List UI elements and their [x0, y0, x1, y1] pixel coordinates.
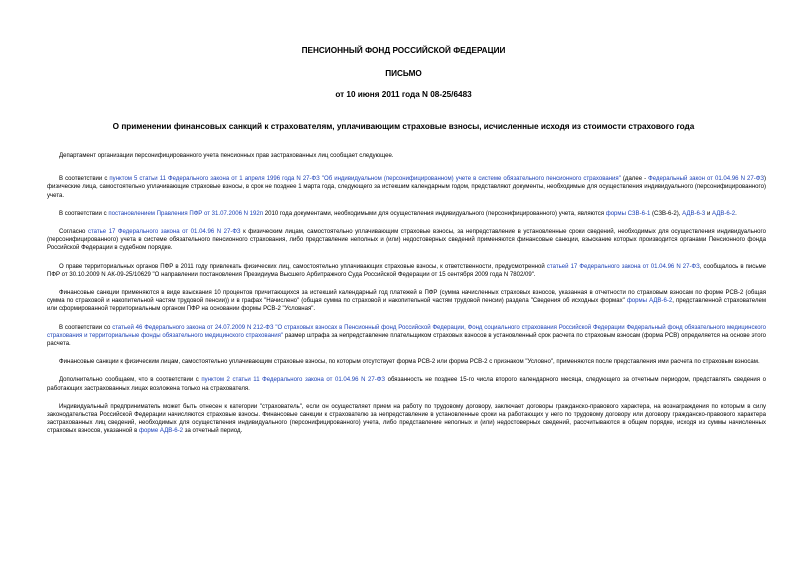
law-link[interactable]: статье 17 Федерального закона от 01.04.96 N 27-ФЗ [87, 229, 241, 236]
form-link[interactable]: АДВ-6-3 [682, 210, 706, 217]
paragraph-text: (далее - [620, 176, 649, 183]
paragraph-text: за отчетный период. [183, 428, 243, 435]
paragraph-text: В соответствии со [59, 324, 113, 331]
paragraph-text: В соответствии с [59, 176, 110, 183]
issuer-title: ПЕНСИОННЫЙ ФОНД РОССИЙСКОЙ ФЕДЕРАЦИИ [301, 46, 506, 55]
paragraph-1 [47, 152, 766, 160]
paragraph-text: Финансовые санкции применяются в виде взыскания 10 процентов причитающихся за истекший календарный год платежей в ПФР (сумма начисленных страховых взносов, указанная в отчетности по страховым взносам по форме РСВ-2 (общая сумма по страховой и накопительной частям трудовой пенсии)) и в графах "Начислено" (общая сумма по страховой и накопительной частям трудовой пенсии) раздела "Сведения об исходных формах" [47, 290, 766, 305]
paragraph-text: и [705, 210, 713, 217]
law-link[interactable]: Федеральный закон от 01.04.96 N 27-ФЗ [648, 176, 764, 183]
paragraph-7 [47, 324, 766, 349]
paragraph-text: 2010 года документами, необходимыми для осуществления индивидуального (персонифицированного) учета, являются [263, 210, 606, 217]
law-link[interactable]: статьей 46 Федерального закона от 24.07.2009 N 212-ФЗ "О страховых взносах в Пенсионный фонд Российской Федерации, Фонд социального страхования Российской Федерации Федеральный фонд обязательного медицинского страхования и территориальные фонды обязательного медицинского страхования" [47, 324, 766, 339]
paragraph-text: к физическим лицам, самостоятельно уплачивающим страховые взносы, за непредставление в установленные сроки сведений, необходимых для осуществления индивидуального (персонифицированного) учета в системе обязательного пенсионного страхования, либо представление неполных и (или) недостоверных сведений применяются финансовые санкции, взыскание которых производится органами Пенсионного фонда Российской Федерации в судебном порядке. [47, 229, 766, 252]
law-link[interactable]: статьей 17 Федерального закона от 01.04.96 N 27-ФЗ [546, 263, 700, 270]
paragraph-text: (СЗВ-6-2), [650, 210, 683, 217]
form-link[interactable]: формы АДВ-6-2 [626, 298, 673, 305]
form-link[interactable]: АДВ-6-2 [712, 210, 736, 217]
law-link[interactable]: пунктом 5 статьи 11 Федерального закона от 1 апреля 1996 года N 27-ФЗ "Об индивидуальном (персонифицированном) учете в системе обязательного пенсионного страхования" [109, 176, 621, 183]
paragraph-10 [47, 403, 766, 436]
paragraph-text: О праве территориальных органов ПФР в 2011 году привлекать физических лиц, самостоятельно уплачивающих страховые взносы, к ответственности, предусмотренной [59, 263, 547, 270]
document-type: ПИСЬМО [385, 69, 422, 78]
paragraph-text: В соответствии с [59, 210, 109, 217]
paragraph-text: Финансовые санкции к физическим лицам, самостоятельно уплачивающим страховые взносы, по которым отсутствует форма РСВ-2 или форма РСВ-2 с признаком "Условно", применяются после представления ими расчета по страховым взносам. [59, 359, 760, 366]
law-link[interactable]: пунктом 2 статьи 11 Федерального закона от 01.04.96 N 27-ФЗ [201, 377, 386, 384]
paragraph-text: ) физические лица, самостоятельно уплачивающие страховые взносы, в срок не позднее 1 марта года, следующего за истекшим календарным годом, представляют документы, необходимые для осуществления индивидуального (персонифицированного) учета. [47, 176, 766, 199]
paragraph-9 [47, 376, 766, 392]
paragraph-text: обязанность не позднее 15-го числа второго календарного месяца, следующего за отчетным периодом, представлять сведения о работающих застрахованных лицах возложена только на страхователя. [47, 377, 766, 392]
form-link[interactable]: форме АДВ-6-2 [138, 428, 184, 435]
paragraph-4 [47, 228, 766, 253]
document-subject: О применении финансовых санкций к страхователям, уплачивающим страховые взносы, исчисленные исходя из стоимости страхового года [112, 122, 695, 131]
paragraph-text: Индивидуальный предприниматель может быть отнесен к категории "страхователь", если он осуществляет прием на работу по трудовому договору, заключает договоры гражданско-правового характера, на вознаграждения по которым в силу законодательства Российской Федерации начисляются страховые взносы. Финансовые санкции к страхователю за непредставление в установленные сроки на работающих у него по трудовому договору или договору гражданско-правового характера застрахованных лиц сведений, необходимых для осуществления индивидуального (персонифицированного) учета, либо представление неполных и (или) недостоверных сведений, рассчитываются в общем порядке, исходя из суммы начисленных страховых взносов, указанной в [47, 403, 766, 435]
paragraph-text: Согласно [59, 229, 88, 236]
resolution-link[interactable]: постановлением Правления ПФР от 31.07.2006 N 192п [108, 210, 264, 217]
paragraph-text: Дополнительно сообщаем, что в соответствии с [59, 377, 202, 384]
paragraph-text: , представленной страхователем или сформированной территориальным органом ПФР на основании формы РСВ-2 "Условная". [47, 298, 766, 313]
paragraph-text: Департамент организации персонифицированного учета пенсионных прав застрахованных лиц сообщает следующее. [59, 153, 394, 159]
paragraph-6 [47, 289, 766, 314]
paragraph-8 [47, 358, 766, 366]
document-body [47, 152, 766, 446]
form-link[interactable]: формы СЗВ-6-1 [605, 210, 651, 217]
paragraph-text: размер штрафа за непредставление плательщиком страховых взносов в установленный срок расчета по страховым взносам (форма РСВ) определяется на основе этого расчета. [47, 332, 767, 348]
paragraph-text: . [735, 210, 737, 217]
paragraph-2 [47, 175, 766, 200]
paragraph-text: , сообщалось в письме ПФР от 30.10.2009 N АК-09-25/10629 "О направлении постановления Президиума Высшего Арбитражного Суда Российской Федерации от 15 сентября 2009 года N 7802/09". [47, 263, 767, 278]
paragraph-3 [47, 210, 766, 218]
document-date-number: от 10 июня 2011 года N 08-25/6483 [335, 90, 472, 99]
paragraph-5 [47, 263, 766, 279]
